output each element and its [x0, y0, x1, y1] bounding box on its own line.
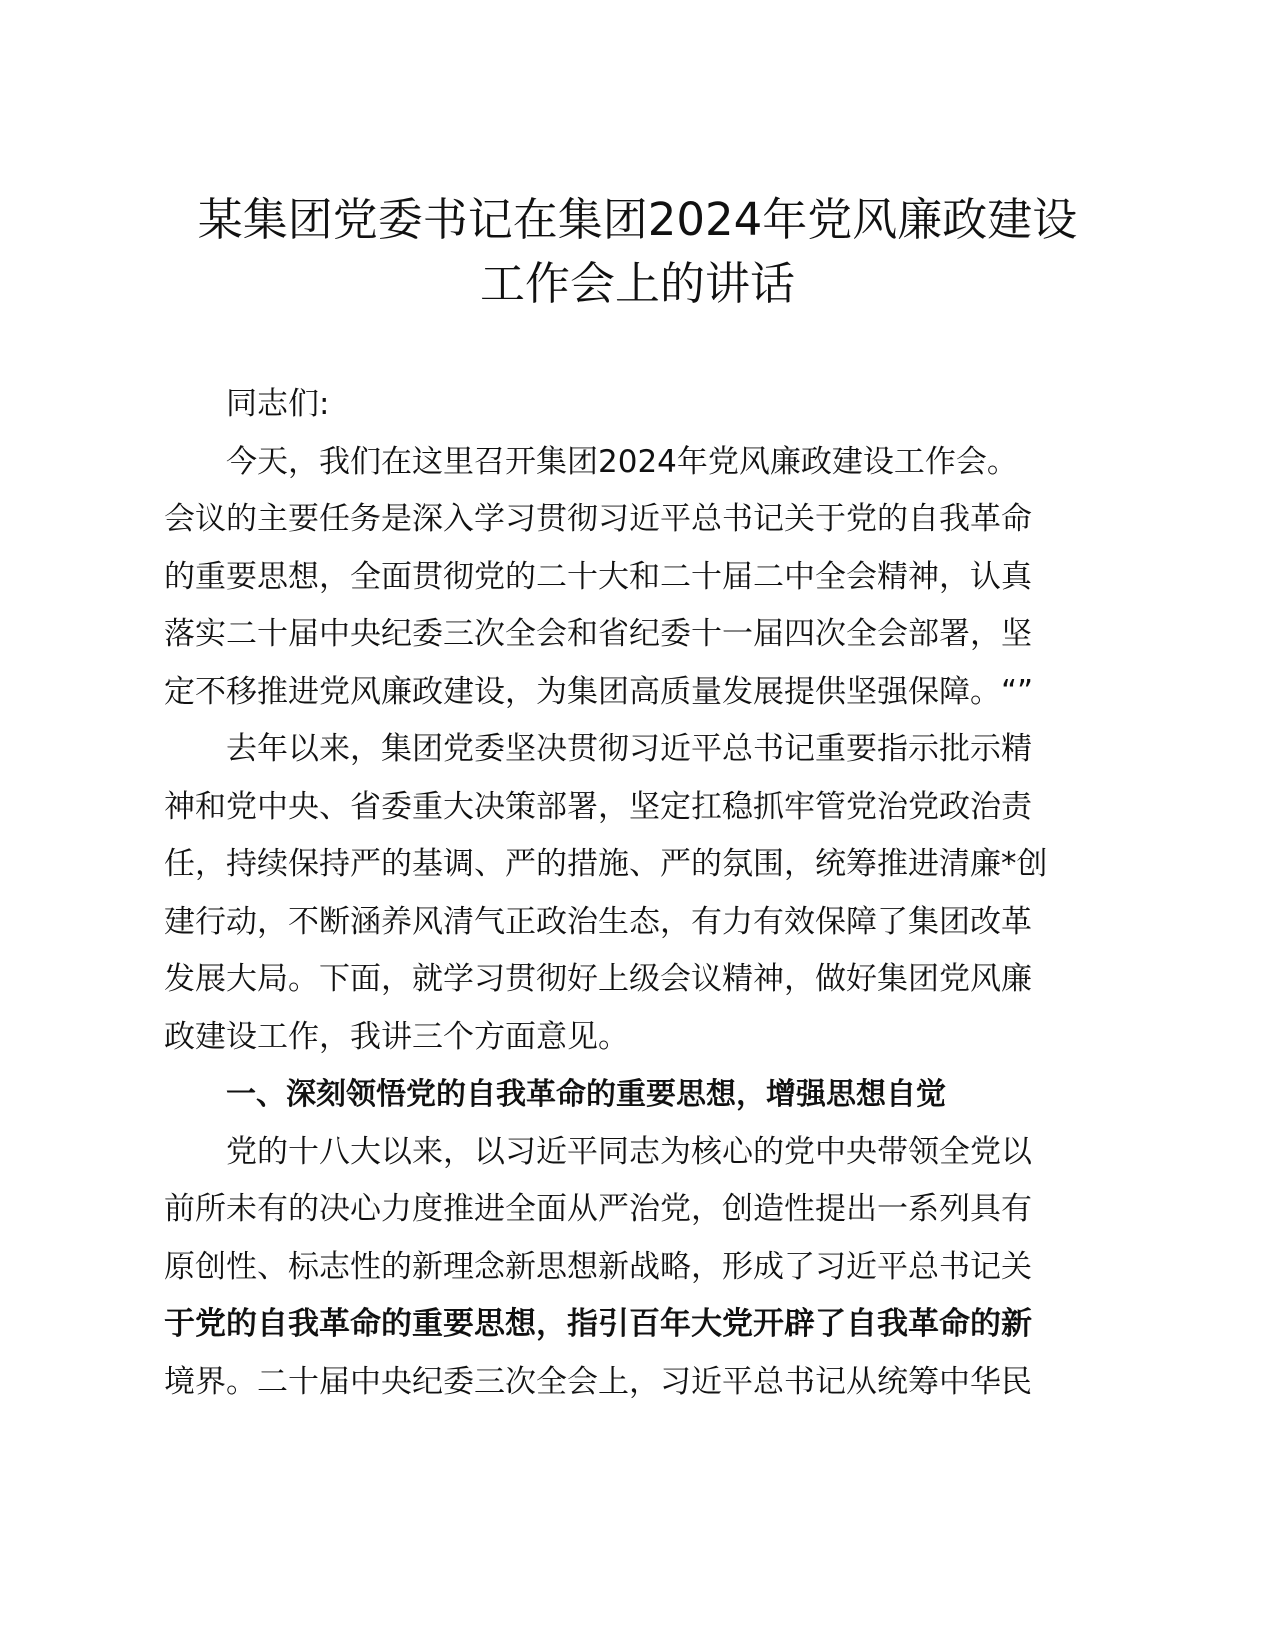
- paragraph-line: 发展大局。下面，就学习贯彻好上级会议精神，做好集团党风廉: [164, 961, 1032, 997]
- paragraph-line: 去年以来，集团党委坚决贯彻习近平总书记重要指示批示精: [226, 731, 1032, 767]
- greeting: 同志们:: [226, 386, 330, 422]
- paragraph-line: 境界。二十届中央纪委三次全会上，习近平总书记从统筹中华民: [164, 1363, 1032, 1400]
- paragraph-review: [164, 721, 1124, 1066]
- paragraph-line: 原创性、标志性的新理念新思想新战略，形成了习近平总书记关: [164, 1248, 1032, 1285]
- paragraph-section1: [164, 1124, 1124, 1412]
- paragraph-line: 落实二十届中央纪委三次全会和省纪委十一届四次全会部署，坚: [164, 616, 1032, 652]
- paragraph-line: 建行动，不断涵养风清气正政治生态，有力有效保障了集团改革: [164, 903, 1032, 940]
- paragraph-line: 政建设工作，我讲三个方面意见。: [164, 1018, 629, 1055]
- document-body: [164, 376, 1124, 1411]
- paragraph-line: 今天，我们在这里召开集团2024年党风廉政建设工作会。: [226, 443, 1018, 480]
- section-heading: 一、深刻领悟党的自我革命的重要思想，增强思想自觉: [226, 1077, 946, 1112]
- paragraph-line: 会议的主要任务是深入学习贯彻习近平总书记关于党的自我革命: [164, 501, 1032, 537]
- paragraph-line: 定不移推进党风廉政建设，为集团高质量发展提供坚强保障。“”: [164, 673, 1034, 710]
- document-title: [150, 188, 1125, 316]
- title-line: 某集团党委书记在集团2024年党风廉政建设: [197, 193, 1078, 246]
- paragraph-line: 神和党中央、省委重大决策部署，坚定扛稳抓牢管党治党政治责: [164, 788, 1032, 825]
- paragraph-line: 党的十八大以来，以习近平同志为核心的党中央带领全党以: [226, 1133, 1032, 1170]
- paragraph-line: 任，持续保持严的基调、严的措施、严的氛围，统筹推进清廉*创: [164, 846, 1048, 882]
- paragraph-line: 于党的自我革命的重要思想，指引百年大党开辟了自我革命的新: [164, 1306, 1032, 1342]
- paragraph-line: 前所未有的决心力度推进全面从严治党，创造性提出一系列具有: [164, 1191, 1032, 1227]
- title-line: 工作会上的讲话: [479, 257, 795, 310]
- paragraph-opening: [164, 434, 1124, 722]
- paragraph-line: 的重要思想，全面贯彻党的二十大和二十届二中全会精神，认真: [164, 558, 1032, 595]
